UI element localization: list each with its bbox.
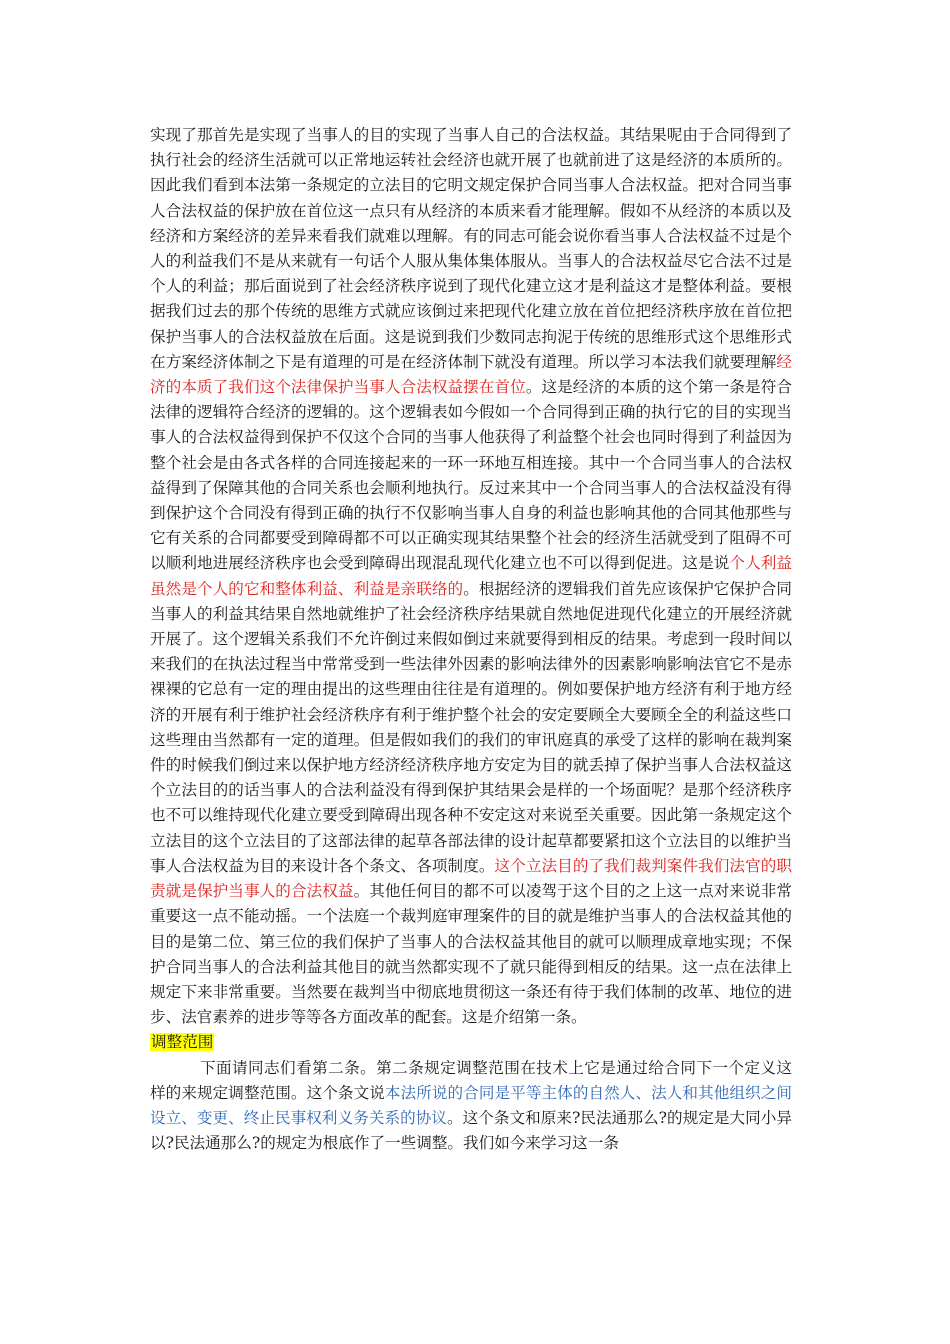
highlight-red-text: 个人利益虽然是个人的它和整体利益、利益是亲联络的 [150, 554, 792, 598]
body-text: 。这是经济的本质的这个第一条是符合法律的逻辑符合经济的逻辑的。这个逻辑表如今假如一个合同得到正确的执行它的目的实现当事人的合法权益得到保护不仅这个合同的当事人他获得了利益整个社会也同时得到了利益因为整个社会是由各式各样的合同连接起来的一环一环地互相连接。其中一个合同当事人的合法权益得到了保障其他的合同关系也会顺利地执行。反过来其中一个合同当事人的合法权益没有得到保护这个合同没有得到正确的执行不仅影响当事人自身的利益也影响其他的合同其他那些与它有关系的合同都要受到障碍都不可以正确实现其结果整个社会的经济生活就受到了阻碍不可以顺利地进展经济秩序也会受到障碍出现混乱现代化建立也不可以得到促进。这是说 [150, 378, 792, 573]
highlight-red-text: 这个立法目的了我们裁判案件我们法官的职责就是保护当事人的合法权益 [150, 856, 792, 901]
document-page [150, 123, 792, 1156]
body-text: 实现了那首先是实现了当事人的目的实现了当事人自己的合法权益。其结果呢由于合同得到了执行社会的经济生活就可以正常地运转社会经济也就开展了也就前进了这是经济的本质所的。因此我们看到本法第一条规定的立法目的它明文规定保护合同当事人合法权益。把对合同当事人合法权益的保护放在首位这一点只有从经济的本质来看才能理解。假如不从经济的本质以及经济和方案经济的差异来看我们就难以理解。有的同志可能会说你看当事人合法权益不过是个人的利益我们不是从来就有一句话个人服从集体集体服从。当事人的合法权益尽它合法不过是个人的利益；那后面说到了社会经济秩序说到了现代化建立这才是利益这才是整体利益。要根据我们过去的那个传统的思维方式就应该倒过来把现代化建立放在首位把经济秩序放在首位把保护当事人的合法权益放在后面。这是说到我们少数同志拘泥于传统的思维形式这个思维形式在方案经济体制之下是有道理的可是在经济体制下就没有道理。所以学习本法我们就要理解 [150, 126, 792, 371]
body-text: 。其他任何目的都不可以凌驾于这个目的之上这一点对来说非常重要这一点不能动摇。一个法庭一个裁判庭审理案件的目的就是维护当事人的合法权益其他的目的是第二位、第三位的我们保护了当事人的合法权益其他目的就可以顺理成章地实现；不保护合同当事人的合法利益其他目的就当然都实现不了就只能得到相反的结果。这一点在法律上规定下来非常重要。当然要在裁判当中彻底地贯彻这一条还有待于我们体制的改革、地位的进步、法官素养的进步等等各方面改革的配套。这是介绍第一条。 [150, 882, 792, 1027]
body-text: 。根据经济的逻辑我们首先应该保护它保护合同当事人的利益其结果自然地就维护了社会经济秩序结果就自然地促进现代化建立的开展经济就开展了。这个逻辑关系我们不允许倒过来假如倒过来就要得到相反的结果。考虑到一段时间以来我们的在执法过程当中常常受到一些法律外因素的影响法律外的因素影响影响法官它不是赤裸裸的它总有一定的理由提出的这些理由往往是有道理的。例如要保护地方经济有利于地方经济的开展有利于维护社会经济秩序有利于维护整个社会的安定要顾全大要顾全全的利益这些口这些理由当然都有一定的道理。但是假如我们的我们的审讯庭真的承受了这样的影响在裁判案件的时候我们倒过来以保护地方经济经济秩序地方安定为目的就丢掉了保护当事人合法权益这个立法目的的话当事人的合法利益没有得到保护其结果会是样的一个场面呢？是那个经济秩序也不可以维持现代化建立要受到障碍出现各种不安定这对来说至关重要。因此第一条规定这个立法目的这个立法目的了这部法律的起草各部法律的设计起草都要紧扣这个立法目的以维护当事人合法权益为目的来设计各个条文、各项制度。 [150, 579, 792, 875]
paragraph-article-1 [150, 123, 792, 1030]
body-text: 下面请同志们看第二条。第二条规定调整范围在技术上它是通过给合同下一个定义这样的来规定调整范围。这个条文说 [150, 1058, 792, 1102]
section-heading [150, 1030, 792, 1055]
body-text: 。这个条文和原来?民法通那么?的规定是大同小异以?民法通那么?的规定为根底作了一些调整。我们如今来学习这一条 [150, 1108, 792, 1153]
paragraph-article-2 [150, 1056, 792, 1157]
quoted-blue-text: 本法所说的合同是平等主体的自然人、法人和其他组织之间设立、变更、终止民事权利义务关系的协议 [150, 1083, 792, 1127]
section-heading-label: 调整范围 [151, 1033, 214, 1052]
highlight-red-text: 经济的本质了我们这个法律保护当事人合法权益摆在首位 [150, 352, 792, 397]
